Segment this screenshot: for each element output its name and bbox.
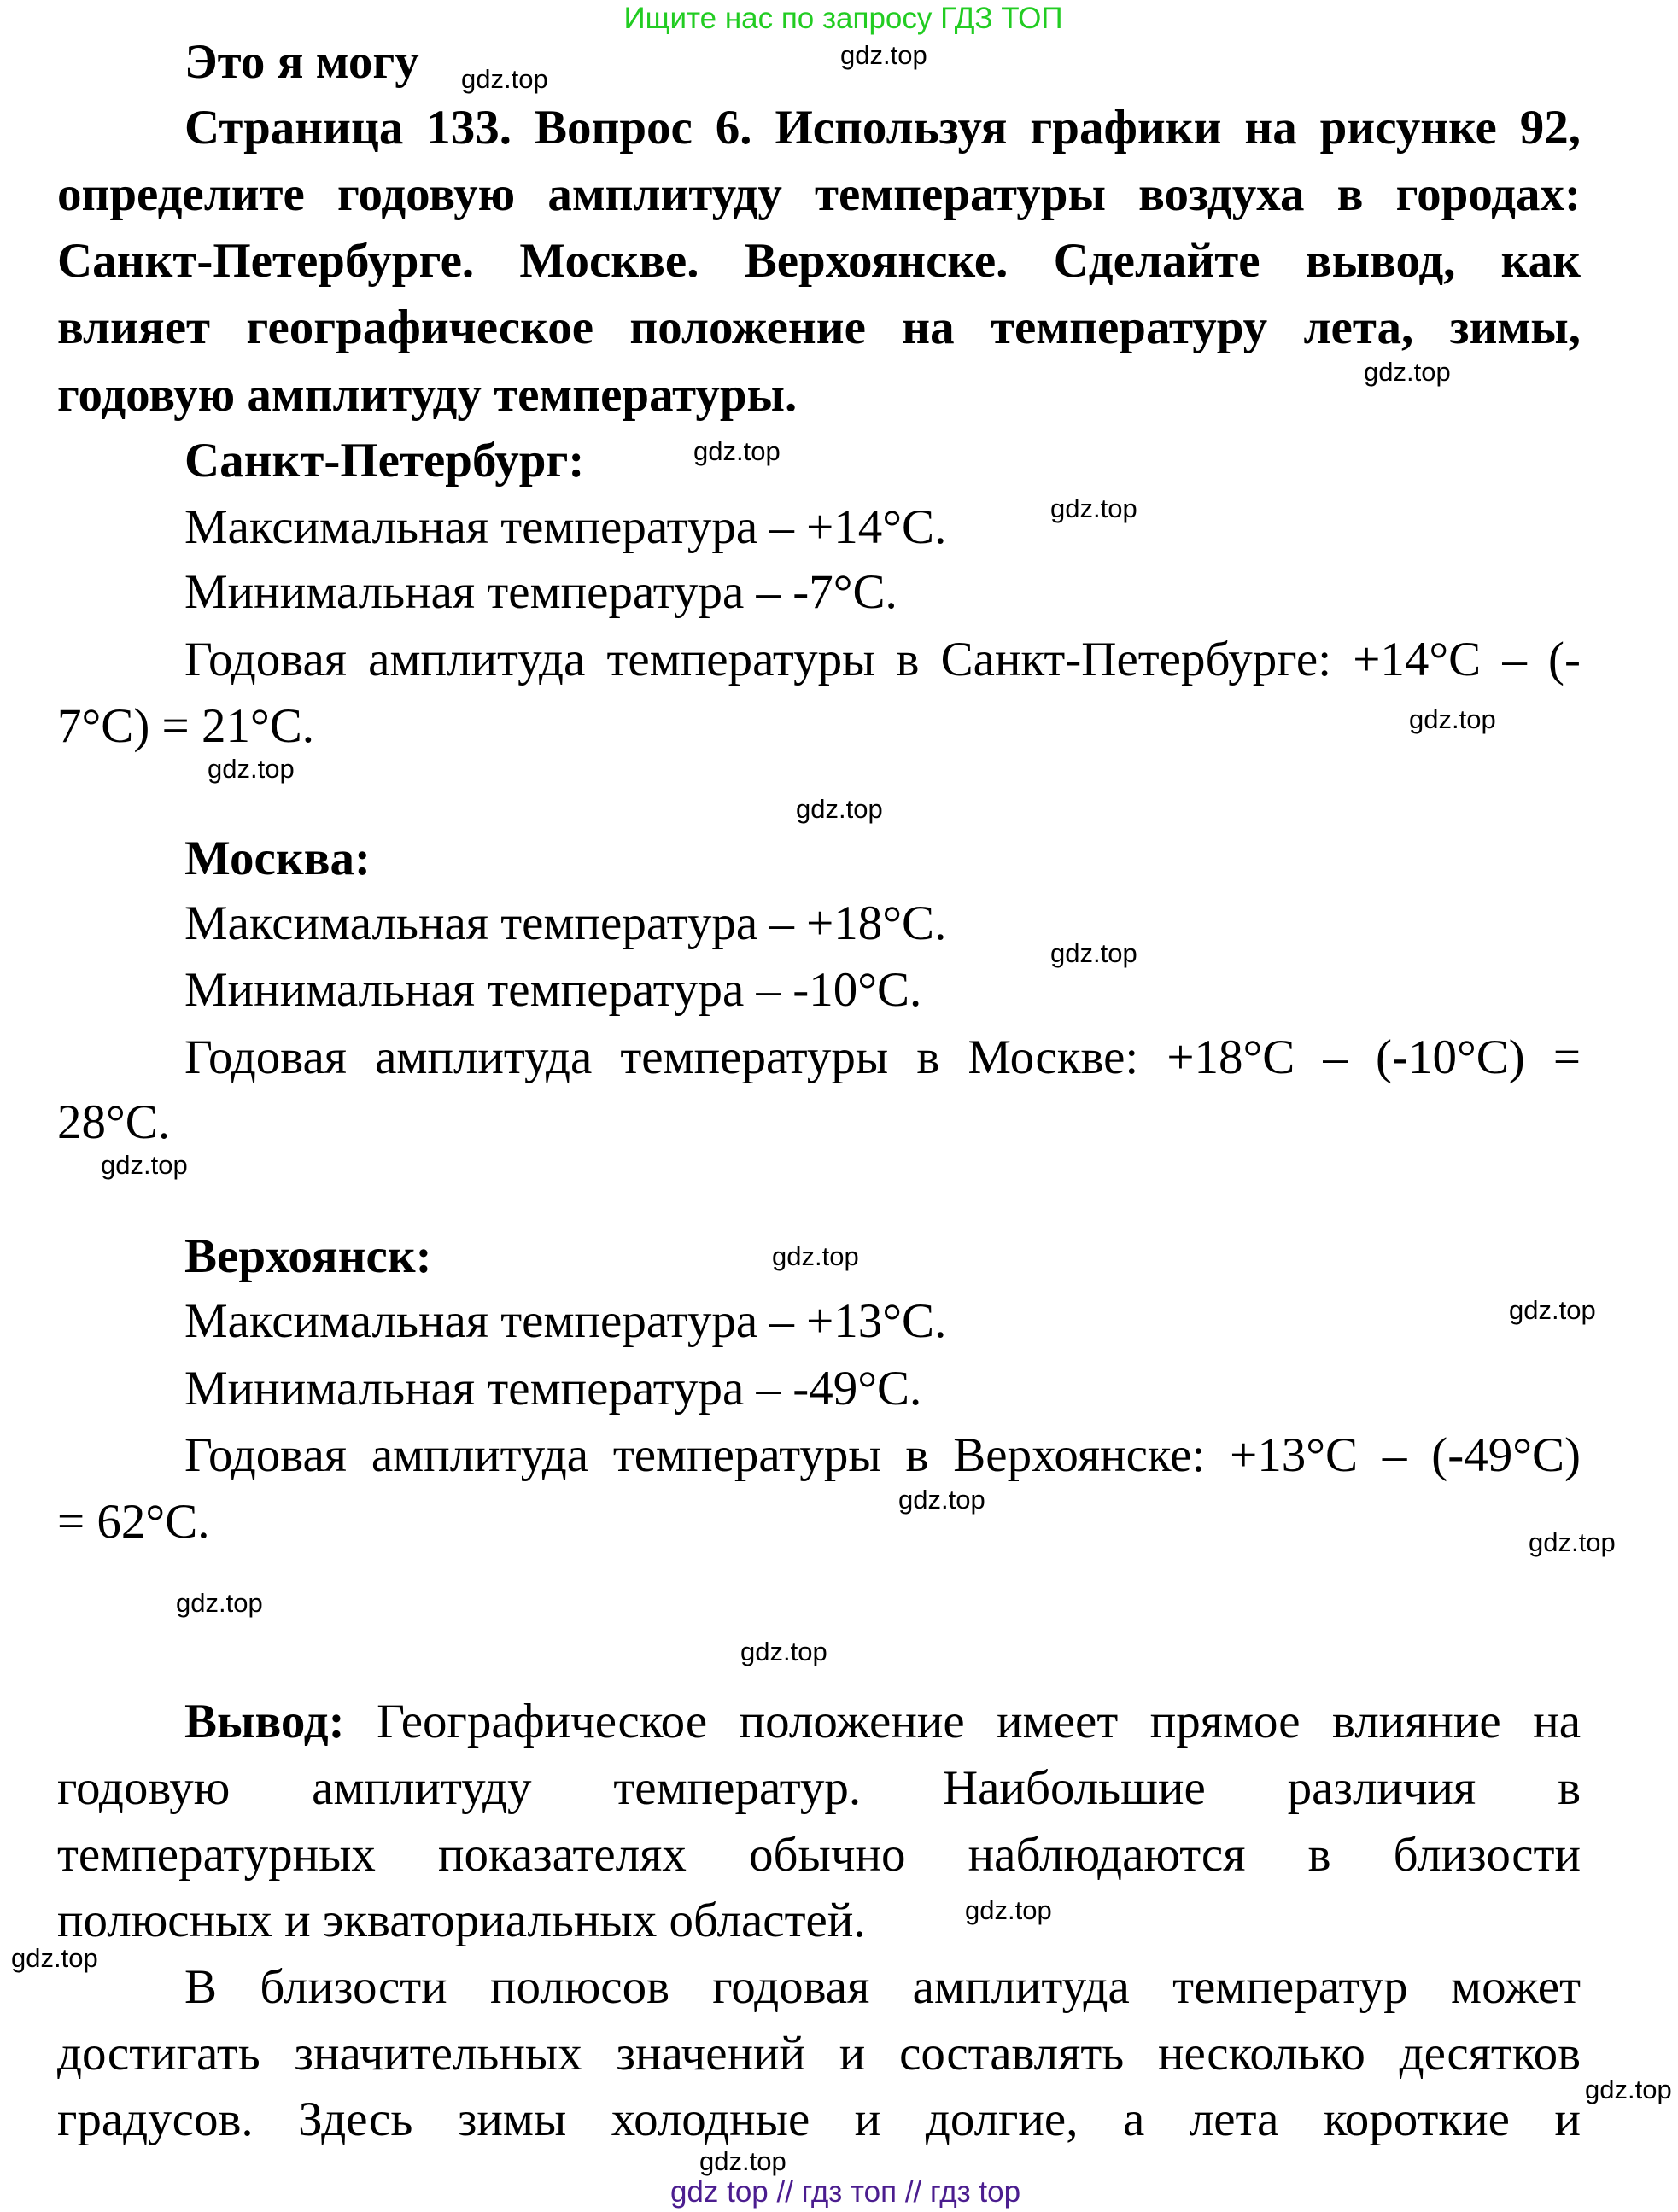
watermark: gdz.top (772, 1241, 859, 1271)
max-temp: Максимальная температура – +18°C. (184, 896, 947, 950)
max-temp: Максимальная температура – +13°C. (184, 1294, 947, 1348)
watermark: gdz.top (176, 1588, 263, 1618)
amplitude-cont: = 62°C. (57, 1495, 210, 1549)
question-line: Страница 133. Вопрос 6. Используя графики на рисунке 92, (184, 101, 1581, 155)
watermark: gdz.top (208, 754, 295, 784)
conclusion-line: температурных показателях обычно наблюдаются в близости (57, 1828, 1581, 1882)
watermark: gdz.top (461, 64, 548, 94)
min-temp: Минимальная температура – -7°C. (184, 565, 897, 619)
max-temp: Максимальная температура – +14°C. (184, 500, 947, 554)
search-banner[interactable]: Ищите нас по запросу ГДЗ ТОП (623, 2, 1063, 35)
watermark: gdz.top (101, 1150, 188, 1180)
conclusion-line: достигать значительных значений и составлять несколько десятков (57, 2027, 1581, 2081)
amplitude: Годовая амплитуда температуры в Верхоянске: +13°C – (-49°C) (184, 1428, 1581, 1482)
city-name: Санкт-Петербург: (184, 434, 585, 487)
watermark: gdz.top (796, 794, 883, 824)
watermark: gdz.top (1509, 1295, 1596, 1325)
watermark: gdz.top (1050, 493, 1137, 523)
watermark: gdz.top (1529, 1527, 1616, 1557)
watermark: gdz.top (699, 2146, 786, 2176)
watermark: gdz.top (1050, 938, 1137, 968)
amplitude: Годовая амплитуда температуры в Санкт-Петербурге: +14°C – (- (184, 633, 1581, 686)
amplitude-cont: 28°C. (57, 1095, 171, 1149)
footer-links[interactable]: gdz top // гдз топ // гдз top (669, 2175, 1021, 2209)
watermark: gdz.top (1585, 2075, 1672, 2104)
watermark: gdz.top (965, 1895, 1052, 1925)
question-line: влияет географическое положение на температуру лета, зимы, (57, 301, 1581, 354)
conclusion-text: Географическое положение имеет прямое влияние на (377, 1695, 1582, 1748)
city-name: Верхоянск: (184, 1229, 432, 1283)
amplitude-cont: 7°C) = 21°C. (57, 699, 315, 753)
min-temp: Минимальная температура – -49°C. (184, 1362, 922, 1415)
conclusion-line: градусов. Здесь зимы холодные и долгие, а лета короткие и (57, 2092, 1581, 2146)
conclusion-line (184, 1696, 1581, 1748)
conclusion-line: В близости полюсов годовая амплитуда температур может (184, 1960, 1581, 2014)
conclusion-line: полюсных и экваториальных областей. (57, 1894, 866, 1947)
amplitude: Годовая амплитуда температуры в Москве: +18°C – (-10°C) = (184, 1030, 1581, 1084)
conclusion-label: Вывод: (184, 1695, 345, 1748)
watermark: gdz.top (693, 436, 781, 466)
watermark: gdz.top (1364, 357, 1451, 387)
watermark: gdz.top (1409, 704, 1496, 734)
watermark: gdz.top (11, 1943, 98, 1973)
city-name: Москва: (184, 832, 371, 885)
watermark: gdz.top (840, 40, 927, 70)
question-line: годовую амплитуду температуры. (57, 368, 798, 422)
min-temp: Минимальная температура – -10°C. (184, 963, 922, 1017)
conclusion-line: годовую амплитуду температур. Наибольшие различия в (57, 1761, 1581, 1815)
question-line: определите годовую амплитуду температуры воздуха в городах: (57, 167, 1581, 221)
watermark: gdz.top (740, 1637, 827, 1666)
watermark: gdz.top (898, 1485, 985, 1515)
section-title: Это я могу (184, 35, 419, 89)
question-line: Санкт-Петербурге. Москве. Верхоянске. Сделайте вывод, как (57, 234, 1581, 288)
